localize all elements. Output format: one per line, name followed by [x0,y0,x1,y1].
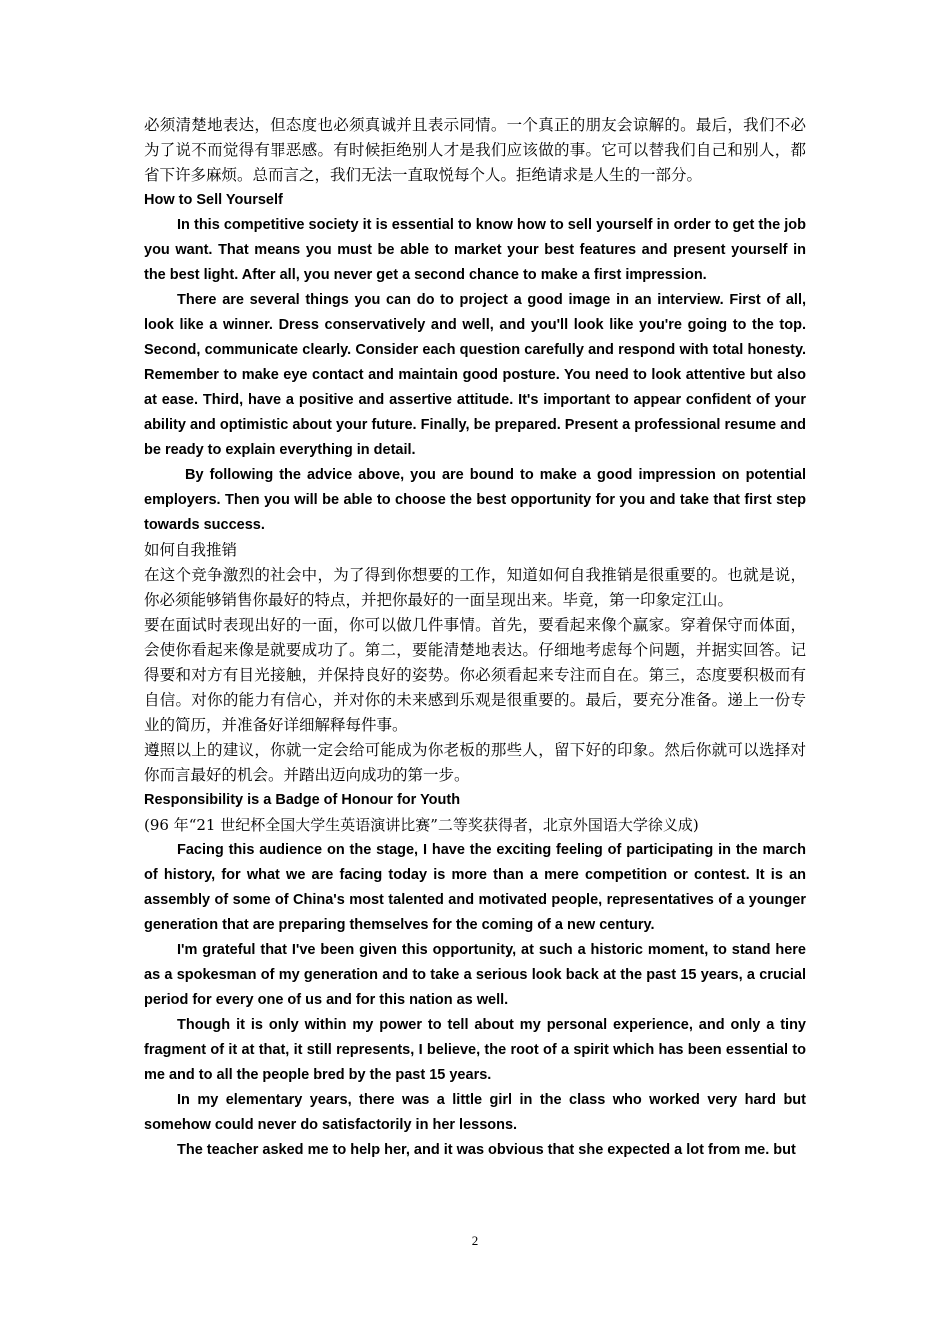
english-paragraph: By following the advice above, you are bound to make a good impression on potential employers. Then you will be able to choose the best opportunity for you and take that first step towards success. [144,467,806,533]
chinese-paragraph: 遵照以上的建议，你就一定会给可能成为你老板的那些人，留下好的印象。然后你就可以选择对你而言最好的机会。并踏出迈向成功的第一步。 [144,741,806,784]
english-paragraph: There are several things you can do to project a good image in an interview. First of all, look like a winner. Dress conservatively and well, and you'll look like you're going to the top. Second, communicate clearly. Consider each question carefully and respond with total honesty. Remember to make eye contact and maintain good posture. You need to look attentive but also at ease. Third, have a positive and assertive attitude. It's important to appear confident of your ability and optimistic about your future. Finally, be prepared. Present a professional resume and be ready to explain everything in detail. [144,292,806,458]
chinese-paragraph-continuation: 必须清楚地表达，但态度也必须真诚并且表示同情。一个真正的朋友会谅解的。最后，我们不必为了说不而觉得有罪恶感。有时候拒绝别人才是我们应该做的事。它可以替我们自己和别人，都省下许多麻烦。总而言之，我们无法一直取悦每个人。拒绝请求是人生的一部分。 [144,116,806,184]
chinese-paragraph: 要在面试时表现出好的一面，你可以做几件事情。首先，要看起来像个赢家。穿着保守而体面，会使你看起来像是就要成功了。第二，要能清楚地表达。仔细地考虑每个问题，并据实回答。记得要和对方有目光接触，并保持良好的姿势。你必须看起来专注而自在。第三，态度要积极而有自信。对你的能力有信心，并对你的未来感到乐观是很重要的。最后，要充分准备。递上一份专业的简历，并准备好详细解释每件事。 [144,616,806,734]
section-subtitle-speaker: (96 年“21 世纪杯全国大学生英语演讲比赛”二等奖获得者，北京外国语大学徐义成) [144,816,699,834]
english-paragraph: Facing this audience on the stage, I have the exciting feeling of participating in the march of history, for what we are facing today is more than a mere competition or contest. It is an assembly of some of China's most talented and motivated people, representatives of a younger generation that are preparing themselves for the coming of a new century. [144,842,806,933]
english-paragraph: In this competitive society it is essential to know how to sell yourself in order to get the job you want. That means you must be able to market your best features and present yourself in the best light. After all, you never get a second chance to make a first impression. [144,217,806,283]
english-paragraph: I'm grateful that I've been given this opportunity, at such a historic moment, to stand here as a spokesman of my generation and to take a serious look back at the past 15 years, a crucial period for every one of us and for this nation as well. [144,942,806,1008]
page-content [144,113,806,1163]
english-paragraph: The teacher asked me to help her, and it was obvious that she expected a lot from me. but [177,1142,796,1158]
page-number: 2 [471,1233,479,1248]
english-paragraph: In my elementary years, there was a little girl in the class who worked very hard but somehow could never do satisfactorily in her lessons. [144,1092,806,1133]
section-title-responsibility: Responsibility is a Badge of Honour for Youth [144,792,461,808]
chinese-paragraph: 在这个竞争激烈的社会中，为了得到你想要的工作，知道如何自我推销是很重要的。也就是说，你必须能够销售你最好的特点，并把你最好的一面呈现出来。毕竟，第一印象定江山。 [144,566,806,609]
english-paragraph: Though it is only within my power to tell about my personal experience, and only a tiny fragment of it at that, it still represents, I believe, the root of a spirit which has been essential to me and to all the people bred by the past 15 years. [144,1017,806,1083]
section-title-how-to-sell-yourself: How to Sell Yourself [144,192,283,208]
chinese-section-title: 如何自我推销 [144,541,238,559]
